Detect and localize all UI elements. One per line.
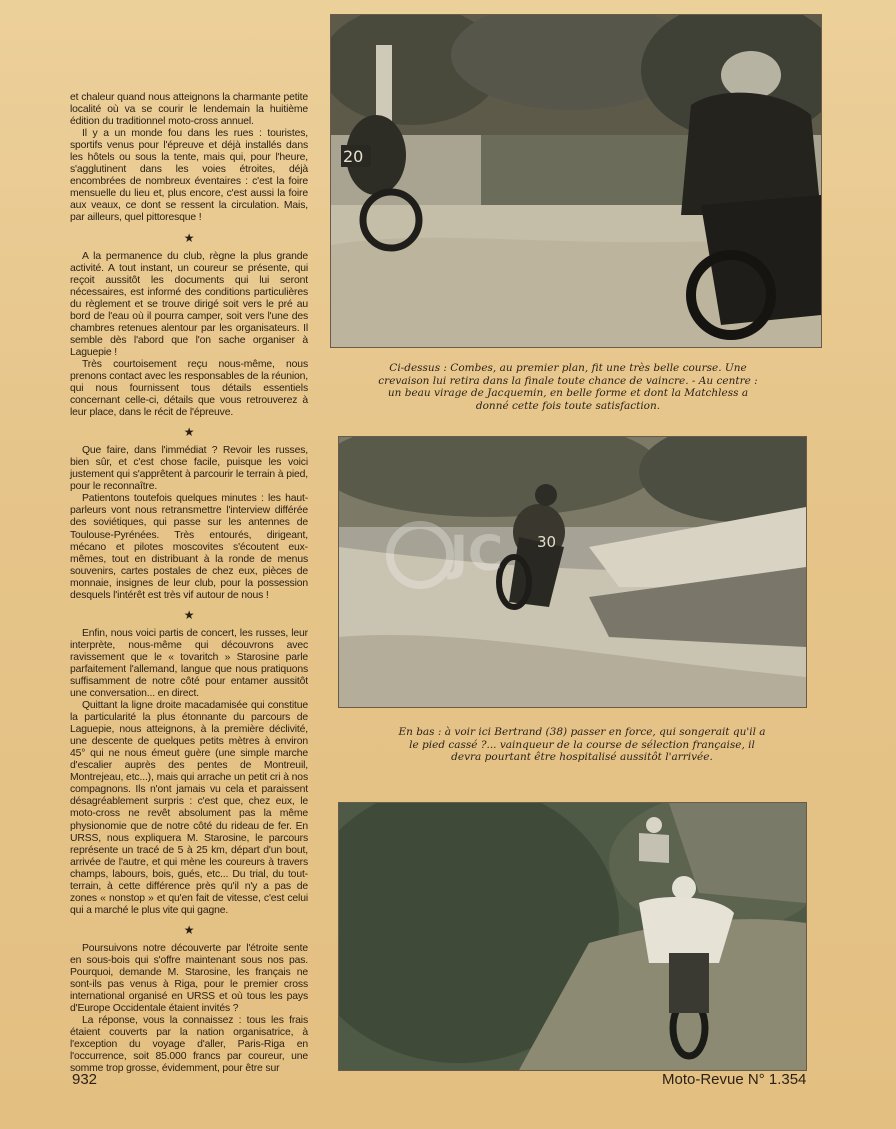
section-star-separator: ★ [183, 425, 195, 440]
page-number: 932 [72, 1071, 98, 1088]
article-paragraph: Que faire, dans l'immédiat ? Revoir les russes, bien sûr, et c'est chose facile, puisque les voici justement qui s'apprêtent à parcourir le terrain à pied, pour le reconnaître. [70, 445, 308, 493]
article-paragraph: Patientons toutefois quelques minutes : les haut-parleurs vont nous retransmettre l'interview différée des soviétiques, qui passe sur les antennes de Toulouse-Pyrénées. Très entourés, dirigeant, mécano et pilotes moscovites s'écoutent eux-mêmes, tout en distribuant à la ronde de menus souvenirs, cartes postales de chez eux, pièces de monnaie, insignes de leur club, pour la possession desquels l'intérêt est très vif autour de nous ! [70, 493, 308, 601]
article-column [70, 92, 308, 1075]
article-paragraph: Il y a un monde fou dans les rues : touristes, sportifs venus pour l'épreuve et déjà installés dans les hôtels ou sous la tente, mais qui, pour l'heure, s'agglutinent dans les voies étroites, déjà encombrées de nombreux éventaires : c'est la foire mensuelle du lieu et, plus encore, c'est aussi la foire aux veaux, ce dont se ressent la circulation. Mais, par ailleurs, quel pittoresque ! [70, 128, 308, 224]
article-paragraph: La réponse, vous la connaissez : tous les frais étaient couverts par la nation organisatrice, à l'exception du voyage d'aller, Paris-Riga en l'occurrence, soit 85.000 francs par coureur, une somme trop grosse, évidemment, pour être sur [70, 1015, 308, 1075]
magazine-issue: Moto-Revue N° 1.354 [662, 1071, 807, 1088]
svg-text:JC: JC [450, 526, 504, 582]
section-star-separator: ★ [183, 230, 195, 245]
photo-top-illustration [331, 15, 821, 347]
article-paragraph: Très courtoisement reçu nous-même, nous prenons contact avec les responsables de la réunion, qui nous fournissent tous détails essentiels concernant celle-ci, détails que vous retrouverez à leur place, dans le récit de l'épreuve. [70, 358, 308, 419]
section-star-separator: ★ [183, 922, 195, 937]
rider-number-top: 20 [343, 147, 364, 166]
photo-bottom-illustration [339, 803, 806, 1070]
rider-number-middle: 30 [537, 533, 557, 551]
photo-bertrand-sous-bois [338, 802, 807, 1071]
watermark-logo [380, 510, 520, 610]
caption-middle: En bas : à voir ici Bertrand (38) passer en force, qui songerait qu'il a le pied cassé ?... vainqueur de la course de sélection française, il devra pourtant être hospitalisé aussitôt l'arrivée. [398, 726, 766, 764]
caption-top: Ci-dessus : Combes, au premier plan, fit une très belle course. Une crevaison lui retira dans la finale toute chance de vaincre. - Au centre : un beau virage de Jacquemin, en belle forme et dont la Matchless a donné cette fois toute satisfaction. [378, 362, 758, 413]
article-paragraph: Poursuivons notre découverte par l'étroite sente en sous-bois qui s'offre maintenant sous nos pas. Pourquoi, demande M. Starosine, les français ne sont-ils pas venus à Riga, pour le premier cross international organisé en URSS et où tous les pays d'Europe Occidentale étaient invités ? [70, 942, 308, 1015]
article-paragraph: Quittant la ligne droite macadamisée qui constitue la particularité la plus étonnante du parcours de Laguepie, nous atteignons, à la première déclivité, une descente de quelques petits mètres à environ 45° qui ne nous émeut guère (une simple marche d'escalier auprès des pentes de Montreuil, Montrejeau, etc...), mais qui arrache un petit cri à nos compagnons. Ils n'ont jamais vu cela et paraissent désagréablement surpris : c'est que, chez eux, le moto-cross ne revêt absolument pas la même physionomie que de notre côté du rideau de fer. En URSS, nous expliquera M. Starosine, le parcours représente un tracé de 5 à 25 km, départ d'un bout, arrivée de l'autre, et qui mène les coureurs à travers champs, labours, bois, gués, etc... Du trial, du tout-terrain, à cette différence près qu'il n'y a pas de zones « nonstop » et qu'en fait de vitesse, c'est celui qui a marché le plus vite qui gagne. [70, 700, 308, 916]
section-star-separator: ★ [183, 607, 195, 622]
article-paragraph: et chaleur quand nous atteignons la charmante petite localité où va se courir le lendemain la huitième édition du traditionnel moto-cross annuel. [70, 92, 308, 128]
article-paragraph: Enfin, nous voici partis de concert, les russes, leur interprète, nous-même qui découvrons avec ravissement que le « tovaritch » Starosine parle parfaitement l'allemand, langue que nous pratiquons suffisamment de notre côté pour entamer aussitôt une conversation... en direct. [70, 627, 308, 700]
photo-combes-moto-cross [330, 14, 822, 348]
article-paragraph: A la permanence du club, règne la plus grande activité. A tout instant, un coureur se présente, qui reçoit aussitôt les documents qui lui seront nécessaires, est informé des conditions particulières du règlement et se trouve dirigé soit vers le pré au bord de l'eau où il pourra camper, soit vers l'une des chambres retenues alentour par les organisateurs. Il semble dès l'abord que l'on sache organiser à Laguepie ! [70, 250, 308, 358]
